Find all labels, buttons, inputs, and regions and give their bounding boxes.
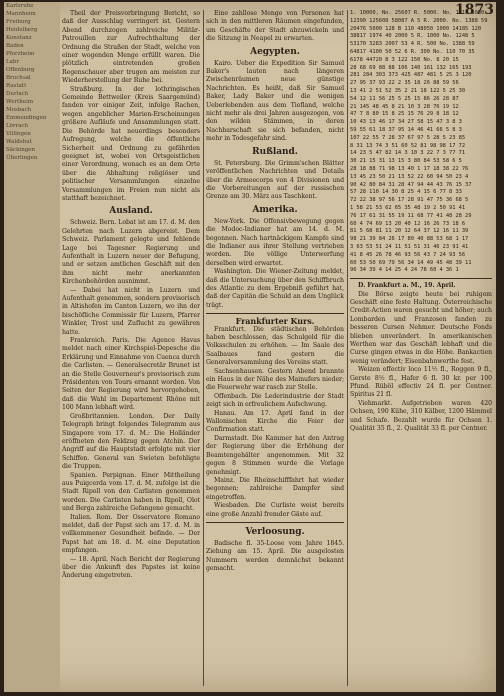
gutter-line: Villingen — [6, 131, 31, 137]
paragraph: Washington. Die Wiener-Zeitung meldet, daß die Untersuchung über den Schiffbruch des Atlantic zu dem Ergebniß geführt hat, daß der Capitän die Schuld an dem Unglück trägt. — [206, 268, 344, 309]
gutter-line: Lörrach — [6, 123, 29, 129]
section-heading: Verloosung. — [245, 526, 305, 537]
page-year-corner: 1873 — [455, 2, 494, 18]
column-rule — [347, 10, 348, 686]
gutter-line: Mosbach — [6, 107, 32, 113]
column-2 — [206, 10, 344, 690]
paragraph: Viehmarkt. Aufgetrieben waren 420 Ochsen, 190 Kühe, 310 Kälber, 1200 Hämmel und Schafe. Bezahlt wurde für Ochsen 1. Qualität 35 fl., 2. Qualität 33 fl. per Centner. — [350, 399, 492, 432]
section-heading: Aegypten. — [250, 46, 300, 57]
paragraph: Frankfurt. Die städtischen Behörden haben beschlossen, das Schulgeld für die Volksschulen zu erhöhen. — Im Saale des Saalbaues fand gestern die Generalversammlung des Vereins statt. — [206, 325, 344, 367]
gutter-line: Rastatt — [6, 83, 27, 89]
paragraph: Die Börse zeigte heute bei ruhigem Geschäft eine feste Haltung. Österreichische Credit-Actien waren gesucht und höher; auch Lombarden und Franzosen fanden zu besseren Cursen Nehmer. Deutsche Fonds blieben unverändert. In amerikanischen Werthen war das Geschäft lebhaft und die Curse gingen etwas in die Höhe. Bankactien wenig verändert; Eisenbahnwerthe fest. — [350, 290, 492, 365]
paragraph: New-York. Die Offensivbewegung gegen die Modoc-Indianer hat am 14. d. M. begonnen. Nach hartnäckigem Kampfe sind die Indianer aus ihrer Stellung vertrieben worden. Die völlige Unterwerfung derselben wird erwartet. — [206, 217, 344, 267]
paragraph: Spanien. Perpignan. Einer Mittheilung aus Puigcerda vom 17. d. M. zufolge ist die Stadt Ripoll von den Carlisten genommen worden. Die Carlisten haben in Ripoll, Olot und Berga zahlreiche Gefangene gemacht. — [62, 471, 200, 513]
gutter-line: Säckingen — [6, 147, 36, 153]
gutter-line: Bruchsal — [6, 75, 31, 81]
gutter-line: Waldshut — [6, 139, 32, 145]
newspaper-page — [4, 2, 496, 692]
section-rule — [206, 522, 344, 523]
gutter-line: Konstanz — [6, 35, 32, 41]
gutter-line: Pforzheim — [6, 51, 35, 57]
paragraph: Offenbach. Die Lederindustrie der Stadt zeigt sich in erfreulichem Aufschwung. — [206, 392, 344, 409]
column-1 — [62, 10, 200, 690]
section-heading: Amerika. — [252, 204, 298, 215]
paragraph: Großbritannien. London. Der Daily Telegraph bringt folgendes Telegramm aus Singapore vom 17. d. M.: Die Holländer eröffneten den Feldzug gegen Atchin. Der Angriff auf die Hauptstadt erfolgte mit vier Schiffen. General van Swieten befehligte die Truppen. — [62, 412, 200, 471]
left-page-gutter — [4, 2, 60, 692]
gutter-line: Karlsruhe — [6, 3, 34, 9]
paragraph: Darmstadt. Die Kammer hat den Antrag der Regierung über die Erhöhung der Beamtengehälter angenommen. Mit 32 gegen 8 Stimmen wurde die Vorlage genehmigt. — [206, 434, 344, 476]
column-rule — [203, 10, 204, 686]
section-heading: Frankfurter Kurs. — [235, 316, 315, 327]
gutter-line: Durlach — [6, 91, 29, 97]
paragraph: St. Petersburg. Die Grimm'schen Blätter veröffentlichen Nachrichten und Details über die Armeecorps von 4 Divisionen und die Vorbereitungen auf der russischen Grenze am 30. März aus Taschkent. — [206, 159, 344, 201]
column-3 — [350, 10, 492, 690]
gutter-line: Baden — [6, 43, 24, 49]
paragraph: Frankreich. Paris. Die Agence Havas meldet nach einer Kirchspiel-Depesche die Erklärung und Einnahme von Cuenca durch die Carlisten. — Generalsecretär Brunet ist an die Stelle Gouverneur's provisorisch zum Präsidenten von Tours ernannt worden. Von Seiten der Regierung wird hervorgehoben, daß die Wahl im Departement Rhône mit 100 Mann lebhaft wird. — [62, 337, 200, 412]
section-heading: Ausland. — [109, 206, 153, 217]
paragraph: Mainz. Die Rheinschifffahrt hat wieder begonnen; zahlreiche Dampfer sind eingetroffen. — [206, 476, 344, 501]
paragraph: Weizen effectiv loco 11½ fl., Roggen 9 fl., Gerste 8½ fl., Hafer 6 fl. 30 kr. per 100 Pfund. Rüböl effectiv 24 fl. per Centner. Spiritus 21 fl. — [350, 366, 492, 399]
paragraph: Kairo. Ueber die Expedition Sir Samuel Baker's lauten nach längeren Zwischenräumen neue günstige Nachrichten. Es heißt, daß Sir Samuel Baker, Lady Baker und die wenigen Ueberlebenden aus dem Tiefland, welche nicht mehr als drei Jahren ausgezogen, von den wilden Stämmen, in deren Nachbarschaft sie sich befanden, nicht mehr in Todesgefahr sind. — [206, 59, 344, 143]
section-heading: D. Frankfurt a. M., 19. April. — [358, 282, 456, 290]
section-rule — [350, 278, 492, 279]
paragraph: — 18. April. Nach Bericht der Regierung über die Ankunft des Papstes ist keine Änderung eingetreten. — [62, 555, 200, 580]
paragraph: Badische fl. 35-Loose vom Jahre 1845. Ziehung am 15. April. Die ausgelosten Nummern werden demnächst bekannt gemacht. — [206, 539, 344, 573]
gutter-line: Heidelberg — [6, 27, 38, 33]
section-heading: Rußland. — [252, 146, 298, 157]
paragraph: Italien. Rom. Der Osservatore Romano meldet, daß der Papst sich am 17. d. M. in vollkommener Gesundheit befinde. — Der Papst hat am 18. d. M. eine Deputation empfangen. — [62, 513, 200, 555]
paragraph: Eine zahllose Menge von Personen hat sich in den mittleren Räumen eingefunden, um Geschäfte der Stadt abzuwickeln und die Sitzung in Neapel zu erwarten. — [206, 10, 344, 43]
paragraph: Wiesbaden. Die Curliste weist bereits eine große Anzahl fremder Gäste auf. — [206, 502, 344, 518]
gutter-line: Mannheim — [6, 11, 36, 17]
paragraph: Straßburg. In der lothringischen Gemeinde Bettweiler (Kreis Saargemünd) fanden vor einiger Zeit, infolge Rachen, wegen angeblicher Marien-Erscheinungen größere Aufläufe und Ansammlungen statt. Die Behörde hat neuerdings besonders Aufregung, welche die öffentliche Sicherheit und Ordnung zu gefährden geeignet ist, wobei von Ortsgeistlichen einer Verordnung, wonach es an dem Orte über die Abhaltung religiöser und politischer Versammlungen einzelne Versammlungen im Freien nun nicht als statthaft bezeichnet. — [62, 85, 200, 202]
paragraph: Hanau. Am 17. April fand in der Wallonischen Kirche die Feier der Confirmation statt. — [206, 409, 344, 434]
gutter-line: Freiburg — [6, 19, 31, 25]
paragraph: Schweiz. Bern. Lobat ist am 17. d. M. den Gelehrten nach Luzern abgereist. Dem Schweiz. Parlament gelegte und fehlende Lage bei Tagesner Regierung und Aufenthalt in Luzern neuer der Befugung, und er setzen amtlichen Geschäft mit den ihm nicht mehr anerkannten Kirchenbehörden ausnimmt. — [62, 219, 200, 286]
gutter-line: Offenburg — [6, 67, 35, 73]
gutter-line: Überlingen — [6, 155, 38, 161]
gutter-line: Wertheim — [6, 99, 34, 105]
paragraph: Sachsenhausen. Gestern Abend brannte ein Haus in der Nähe des Mainufers nieder; die Feuerwehr war rasch zur Stelle. — [206, 367, 344, 392]
section-rule — [206, 313, 344, 314]
paragraph: Theil der Preisvorbringung Bericht, so daß der Ausschlag verringert ist. Gestern Abend durchzogen zahlreiche Militär-Patrouillen zur Aufrechthaltung der Ordnung die Straßen der Stadt, welche von einer wogenden Menge erfüllt waren. Die plötzlich eintretenden großen Regenschauer aber trugen am meisten zur Wiederherstellung der Ruhe bei. — [62, 10, 200, 85]
gutter-line: Emmendingen — [6, 115, 47, 121]
gutter-line: Lahr — [6, 59, 20, 65]
paragraph: — Dabei hat nicht in Luzern und Aufenthalt genommen, sondern provisorisch in Altishofen im Canton Luzern, wo ihn der bischöfliche Commissär für Luzern, Pfarrer Winkler, Trost und Zuflucht zu gewähren hatte. — [62, 286, 200, 336]
lottery-number-table: 1. 10000, No. 25607 R. 5000. No. 1818 5000 12390 125608 58087 A 5 R. 2000. No. 1388 59 20476 5000 128 B 110 48050 1000 14185 120 38817 1974 40 2000 5 R. 1000 No. 1248 5 53170 3283 2007 53 4 R. 500 No. 1388 59 64817 4100 50 52 6 R. 300 No. 110 70 35 6178 44720 8 3 122 150 No. 8 20 15 28 68 69 88 88 106 140 161 132 165 193 281 284 303 373 425 487 481 5 25 3 120 27 95 37 93 22 2 35 18 26 88 59 56 13 41 2 51 52 35 2 21 18 122 5 25 30 54 12 11 56 25 5 25 15 86 26 28 87 21 145 48 45 8 21 10 3 28 76 19 12 47 7 8 80 15 8 25 15 76 29 8 18 12 10 43 13 46 17 34 27 58 15 47 3 8 3 59 55 61 18 37 95 14 46 41 66 5 8 3 107 22 55 7 28 37 67 97 5 28 5 23 85 8 31 13 74 3 51 60 52 81 98 98 17 72 14 23 5 47 82 14 3 10 3 22 7 3 77 71 30 21 15 31 13 15 3 80 84 53 58 6 5 28 18 88 71 98 13 40 1 17 18 38 22 76 13 45 23 50 21 13 52 22 60 94 50 23 4 90 42 80 84 31 28 47 94 44 43 76 15 37 57 28 110 14 30 8 25 4 15 6 77 8 33 72 22 38 97 56 17 28 91 47 75 36 68 5 1 58 21 53 62 65 35 48 19 2 50 91 41 76 17 61 31 55 19 11 68 77 41 48 28 29 60 4 74 69 13 20 40 12 16 26 73 18 6 81 5 68 81 11 20 12 64 37 12 16 11 39 98 21 39 84 26 17 80 40 88 53 68 1 17 3 63 53 51 24 11 51 51 31 46 23 91 41 41 8 45 26 78 46 93 56 43 7 24 93 56 60 53 50 69 79 56 34 14 49 45 48 39 11 96 34 39 4 14 25 4 24 78 60 4 36 1 — [350, 10, 488, 274]
